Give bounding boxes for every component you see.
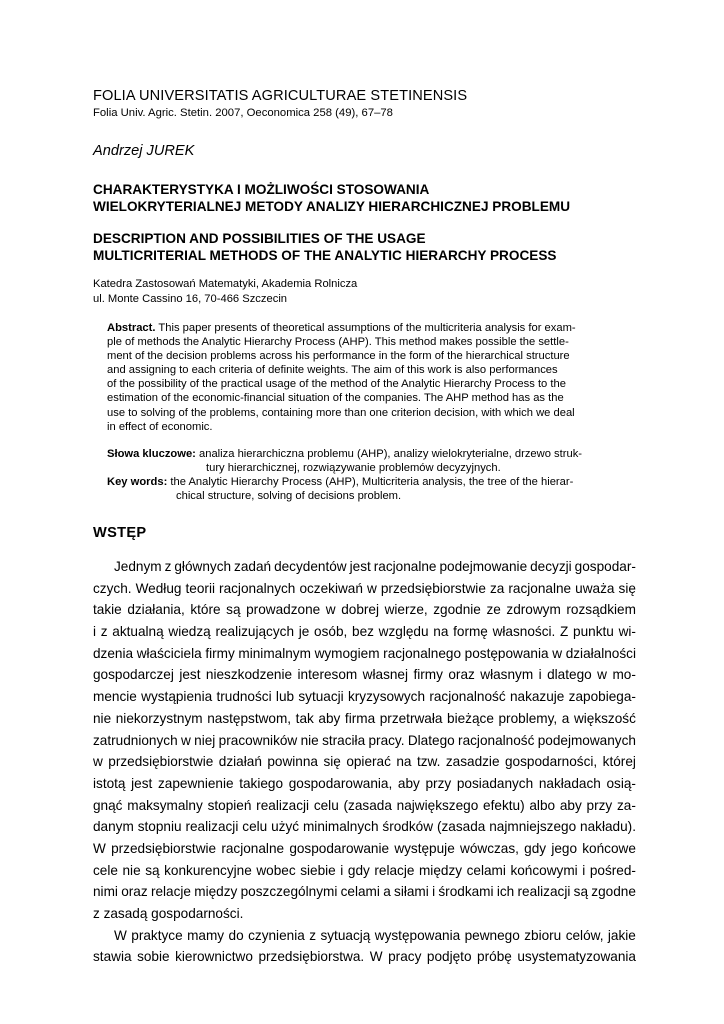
affiliation-line: ul. Monte Cassino 16, 70-466 Szczecin xyxy=(93,293,288,305)
section-heading: WSTĘP xyxy=(93,525,147,541)
body-line: takie działania, które są prowadzone w dobrej wierze, zgodnie ze zdrowym rozsądkiem xyxy=(93,602,636,618)
abstract-line: estimation of the economic-financial situation of the companies. The AHP method has as the xyxy=(107,392,564,405)
title-english-line: DESCRIPTION AND POSSIBILITIES OF THE USAGE xyxy=(93,231,426,246)
abstract-text: This paper presents of theoretical assumptions of the multicriteria analysis for exam- xyxy=(155,322,576,334)
journal-name: FOLIA UNIVERSITATIS AGRICULTURAE STETINENSIS xyxy=(93,88,468,104)
abstract-line: use to solving of the problems, containing more than one criterion decision, with which we deal xyxy=(107,406,575,419)
title-polish xyxy=(93,181,570,215)
keywords-polish xyxy=(107,448,623,475)
body-line: w przedsiębiorstwie działań powinna się opierać na tzw. zasadzie gospodarności, której xyxy=(93,754,636,770)
body-line: czych. Według teorii racjonalnych oczekiwań w przedsiębiorstwie za racjonalne uważa się xyxy=(93,580,636,596)
body-line: gospodarczej jest nieszkodzenie interesom własnej firmy oraz własnym i dlatego w mo- xyxy=(93,667,636,683)
body-text xyxy=(93,556,636,968)
body-line: Jednym z głównych zadań decydentów jest racjonalne podejmowanie decyzji gospodar- xyxy=(114,559,636,574)
abstract-line: in effect of economic. xyxy=(107,420,213,433)
abstract-line xyxy=(107,321,623,335)
body-line: stawia sobie kierownictwo przedsiębiorstwa. W pracy podjęto próbę usystematyzowania xyxy=(93,949,636,965)
body-line: mencie wystąpienia trudności lub sytuacji kryzysowych racjonalność nakazuje zapobiega- xyxy=(93,689,636,705)
affiliation-line: Katedra Zastosowań Matematyki, Akademia Rolnicza xyxy=(93,278,358,290)
keywords-english-label: Key words: xyxy=(107,476,168,488)
keywords-polish-text: analiza hierarchiczna problemu (AHP), analizy wielokryterialne, drzewo struk- xyxy=(195,448,583,460)
abstract-label: Abstract. xyxy=(107,322,156,334)
abstract-line: and assigning to each criteria of definite weights. The aim of this work is also performances xyxy=(107,364,558,377)
body-line: i z aktualną wiedzą realizujących je osób, bez względu na formę własności. Z punktu wi- xyxy=(93,624,636,640)
body-line: istotą jest zapewnienie takiego gospodarowania, aby przy posiadanych nakładach osią- xyxy=(93,775,636,791)
journal-citation: Folia Univ. Agric. Stetin. 2007, Oeconomica 258 (49), 67–78 xyxy=(93,107,393,119)
title-english xyxy=(93,230,556,264)
body-line: dzenia właściciela firmy minimalnym wymogiem racjonalnego postępowania w działalności xyxy=(93,645,636,661)
keywords-line xyxy=(107,476,623,490)
abstract xyxy=(107,321,623,434)
body-line: W praktyce mamy do czynienia z sytuacją występowania pewnego zbioru celów, jakie xyxy=(114,927,636,943)
abstract-line: of the possibility of the practical usage of the method of the Analytic Hierarchy Process to the xyxy=(107,378,566,391)
keywords-english-continuation: chical structure, solving of decisions problem. xyxy=(176,489,402,502)
title-polish-line: CHARAKTERYSTYKA I MOŻLIWOŚCI STOSOWANIA xyxy=(93,182,430,197)
abstract-line: ment of the decision problems across his performance in the form of the hierarchical structure xyxy=(107,350,570,363)
title-english-line: MULTICRITERIAL METHODS OF THE ANALYTIC HIERARCHY PROCESS xyxy=(93,248,557,263)
keywords-polish-continuation: tury hierarchicznej, rozwiązywanie problemów decyzyjnych. xyxy=(206,461,501,474)
affiliation xyxy=(93,277,357,307)
abstract-line: ple of methods the Analytic Hierarchy Process (AHP). This method makes possible the settle- xyxy=(107,336,569,349)
body-line: cele nie są konkurencyjne wobec siebie i gdy relacje między celami końcowymi i pośred- xyxy=(93,862,636,878)
author-name: Andrzej JUREK xyxy=(93,143,195,159)
title-polish-line: WIELOKRYTERIALNEJ METODY ANALIZY HIERARCHICZNEJ PROBLEMU xyxy=(93,199,571,214)
body-line: nimi oraz relacje między poszczególnymi celami a siłami i środkami ich realizacji są zgodne xyxy=(93,884,636,900)
body-line: danym stopniu realizacji celu użyć minimalnych środków (zasada najmniejszego nakładu). xyxy=(93,819,636,835)
keywords-english xyxy=(107,476,623,503)
body-line: zatrudnionych w niej pracowników nie straciła pracy. Dlatego racjonalność podejmowanych xyxy=(93,732,636,748)
keywords-line xyxy=(107,448,623,462)
body-line: gnąć maksymalny stopień realizacji celu (zasada największego efektu) albo aby przy za- xyxy=(93,797,636,813)
body-line: z zasadą gospodarności. xyxy=(93,906,244,921)
keywords-english-text: the Analytic Hierarchy Process (AHP), Multicriteria analysis, the tree of the hierar- xyxy=(167,476,574,488)
body-line: W przedsiębiorstwie racjonalne gospodarowanie występuje wówczas, gdy jego końcowe xyxy=(93,840,636,856)
keywords-polish-label: Słowa kluczowe: xyxy=(107,448,196,460)
body-line: nie niekorzystnym następstwom, tak aby firma przetrwała bieżące problemy, a większość xyxy=(93,710,636,726)
